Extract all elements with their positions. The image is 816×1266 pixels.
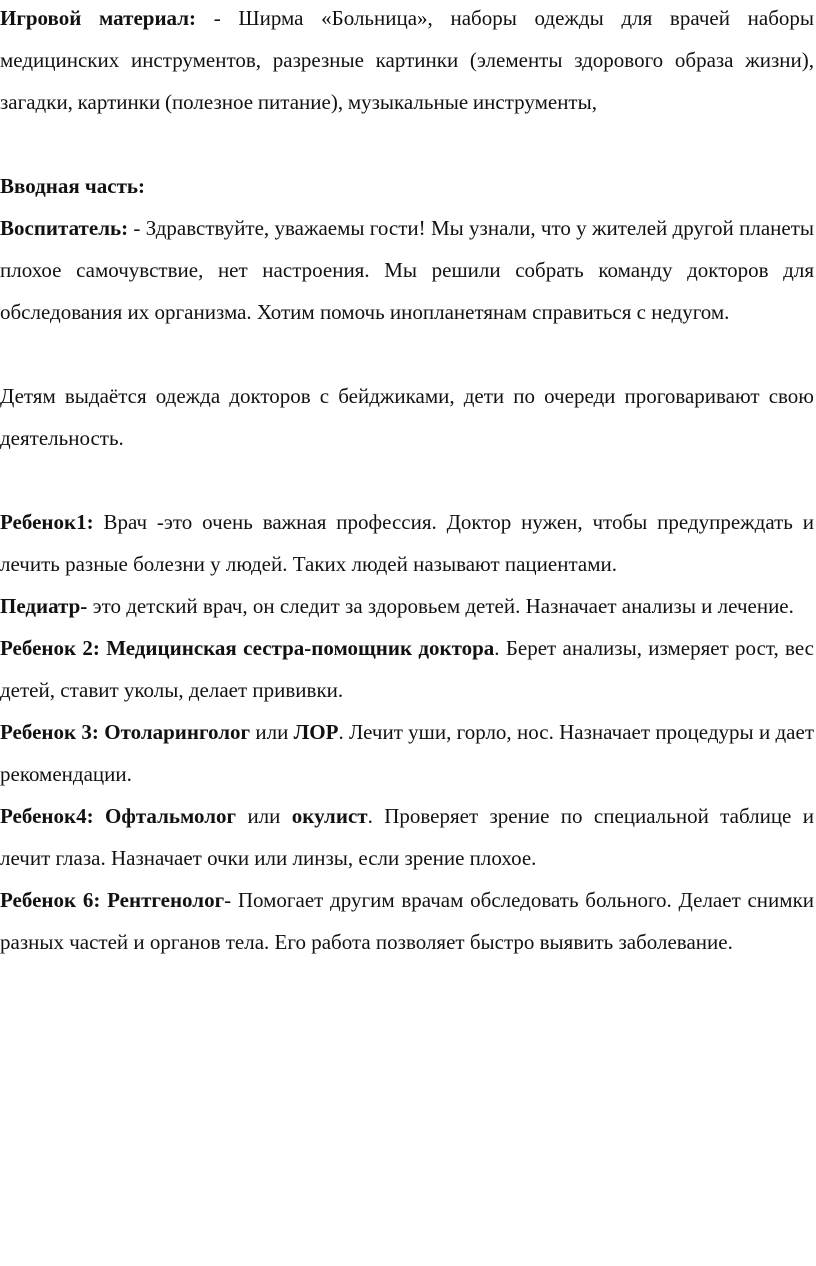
- materials-paragraph: [0, 0, 814, 123]
- child4-term1: Офтальмолог: [93, 804, 237, 828]
- child3-text: . Лечит уши, горло, нос. Назначает процедуры и дает рекомендации.: [0, 720, 814, 786]
- child2-text: . Берет анализы, измеряет рост, вес детей, ставит уколы, делает прививки.: [0, 636, 814, 702]
- pediatrician-text: это детский врач, он следит за здоровьем детей. Назначает анализы и лечение.: [87, 594, 794, 618]
- teacher-text: - Здравствуйте, уважаемы гости! Мы узнали, что у жителей другой планеты плохое самочувствие, нет настроения. Мы решили собрать команду докторов для обследования их организма. Хотим помочь инопланетянам справиться с недугом.: [0, 216, 814, 324]
- instruction-paragraph: [0, 375, 814, 459]
- child3-term2: ЛОР: [293, 720, 339, 744]
- materials-text: - Ширма «Больница», наборы одежды для врачей наборы медицинских инструментов, разрезные картинки (элементы здорового образа жизни), загадки, картинки (полезное питание), музыкальные инструменты,: [0, 6, 814, 114]
- child4-text: . Проверяет зрение по специальной таблице и лечит глаза. Назначает очки или линзы, если зрение плохое.: [0, 804, 814, 870]
- teacher-paragraph: [0, 207, 814, 333]
- child1-paragraph: [0, 501, 814, 585]
- child3-connector: или: [250, 720, 294, 744]
- child4-connector: или: [236, 804, 292, 828]
- spacer: [0, 123, 814, 165]
- child2-speaker: Ребенок 2:: [0, 636, 100, 660]
- child3-speaker: Ребенок 3:: [0, 720, 99, 744]
- child3-term1: Отоларинголог: [98, 720, 251, 744]
- intro-heading: Вводная часть:: [0, 174, 146, 198]
- child2-paragraph: [0, 627, 814, 711]
- child4-speaker: Ребенок4:: [0, 804, 94, 828]
- child3-paragraph: [0, 711, 814, 795]
- child4-paragraph: [0, 795, 814, 879]
- pediatrician-term: Педиатр-: [0, 594, 88, 618]
- materials-label: Игровой материал:: [0, 6, 197, 30]
- spacer: [0, 333, 814, 375]
- pediatrician-paragraph: [0, 585, 814, 627]
- child1-speaker: Ребенок1:: [0, 510, 94, 534]
- child1-text: Врач -это очень важная профессия. Доктор нужен, чтобы предупреждать и лечить разные болезни у людей. Таких людей называют пациентами.: [0, 510, 814, 576]
- intro-heading-paragraph: [0, 165, 814, 207]
- instruction-text: Детям выдаётся одежда докторов с бейджиками, дети по очереди проговаривают свою деятельность.: [0, 384, 814, 450]
- teacher-speaker: Воспитатель:: [0, 216, 129, 240]
- child6-speaker: Ребенок 6:: [0, 888, 101, 912]
- child2-term: Медицинская сестра-помощник доктора: [99, 636, 495, 660]
- child4-term2: окулист: [291, 804, 368, 828]
- spacer: [0, 459, 814, 501]
- child6-paragraph: [0, 879, 814, 963]
- child6-text: - Помогает другим врачам обследовать больного. Делает снимки разных частей и органов тела. Его работа позволяет быстро выявить заболевание.: [0, 888, 815, 954]
- child6-term: Рентгенолог: [100, 888, 225, 912]
